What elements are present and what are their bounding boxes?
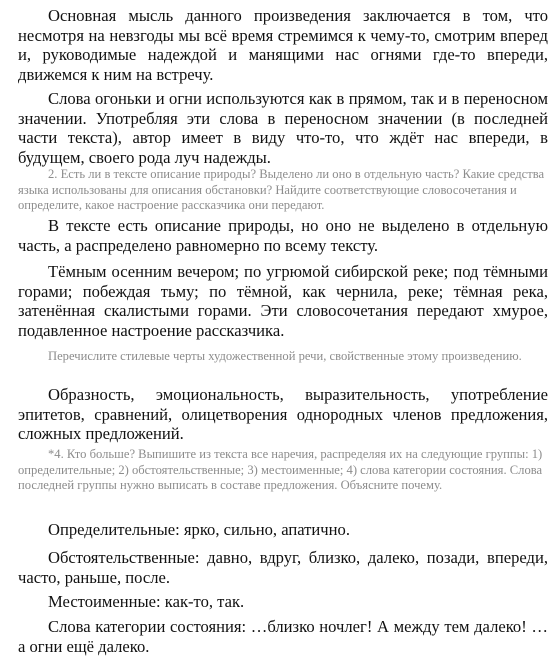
question-adverbs: *4. Кто больше? Выпишите из текста все наречия, распределяя их на следующие группы: 1) определительные; 2) обстоятельственные; 3) местоименные; 4) слова категории состояния. Слова последней группы нужно выписать в составе предложения. Объясните почему. [18,447,543,493]
answer-paragraph-style-features: Образность, эмоциональность, выразительность, употребление эпитетов, сравнений, олицетворения однородных членов предложения, сложных предложений. [18,385,548,444]
answer-line-circumstantial-adverbs: Обстоятельственные: давно, вдруг, близко, далеко, позади, впереди, часто, раньше, после. [18,548,548,587]
question-nature-description: 2. Есть ли в тексте описание природы? Выделено ли оно в отдельную часть? Какие средства языка использованы для описания обстановки? Найдите соответствующие словосочетания и определите, какое настроение рассказчика они передают. [18,167,545,213]
answer-line-definitive-adverbs: Определительные: ярко, сильно, апатично. [48,520,350,539]
question-style-features: Перечислите стилевые черты художественной речи, свойственные этому произведению. [48,349,522,363]
answer-paragraph-lights-meaning: Слова огоньки и огни используются как в прямом, так и в переносном значении. Употребляя эти слова в переносном значении (в последней части текста), автор имеет в виду что-то, что ждёт нас впереди, в будущем, своего рода луч надежды. [18,89,548,167]
answer-paragraph-phrases-mood: Тёмным осенним вечером; по угрюмой сибирской реке; под тёмными горами; побеждая тьму; по тёмной, как чернила, реке; тёмная река, затенённая скалистыми горами. Эти словосочетания передают хмурое, подавленное настроение рассказчика. [18,262,548,340]
answer-paragraph-main-idea: Основная мысль данного произведения заключается в том, что несмотря на невзгоды мы всё время стремимся к чему-то, смотрим вперед и, руководимые надеждой и манящими нас огнями где-то впереди, движемся к ним на встречу. [18,6,548,84]
answer-line-pronominal-adverbs: Местоименные: как-то, так. [48,592,245,611]
answer-paragraph-nature-present: В тексте есть описание природы, но оно не выделено в отдельную часть, а распределено равномерно по всему тексту. [18,216,548,255]
answer-line-state-category: Слова категории состояния: …близко ночлег! А между тем далеко! …а огни ещё далеко. [18,617,548,656]
